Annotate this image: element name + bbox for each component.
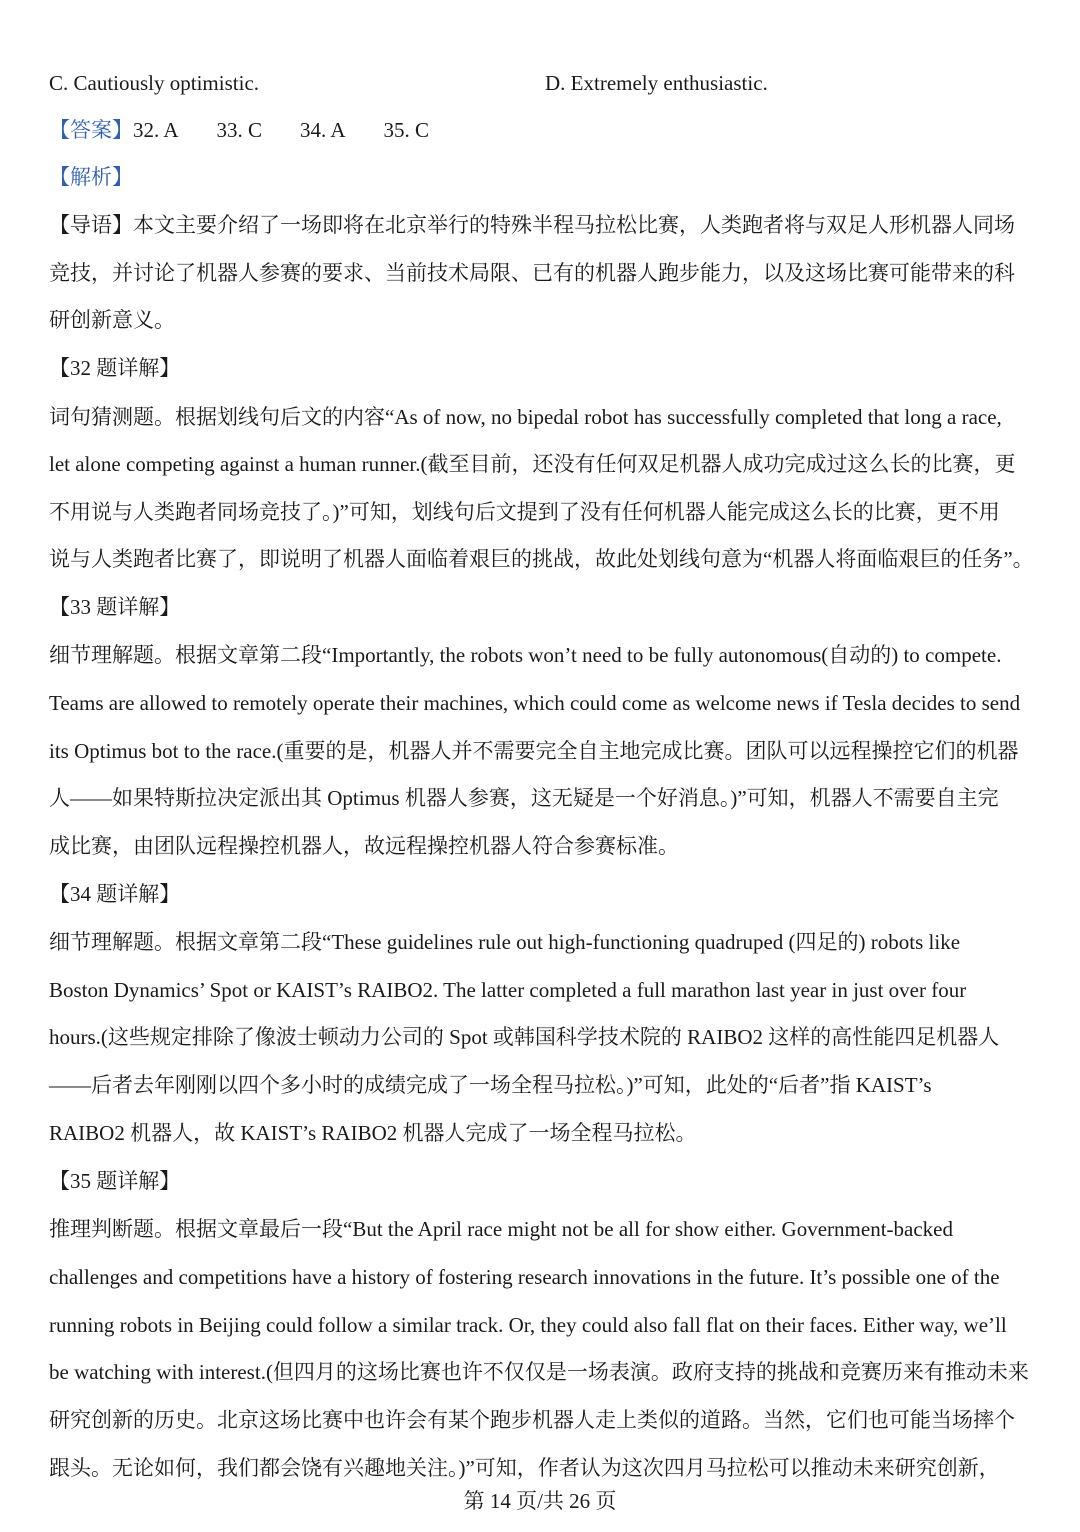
q33-line-4: 人——如果特斯拉决定派出其 Optimus 机器人参赛，这无疑是一个好消息。)”可知，机器人不需要自主完 bbox=[49, 786, 999, 810]
page-footer: 第 14 页/共 26 页 bbox=[463, 1489, 617, 1513]
intro-line-2: 竞技，并讨论了机器人参赛的要求、当前技术局限、已有的机器人跑步能力，以及这场比赛可能带来的科 bbox=[49, 261, 1015, 285]
q35-line-2: challenges and competitions have a history of fostering research innovations in the future. It’s possible one of the bbox=[49, 1265, 1000, 1289]
q33-line-2: Teams are allowed to remotely operate their machines, which could come as welcome news if Tesla decides to send bbox=[49, 691, 1021, 715]
q32-heading: 【32 题详解】 bbox=[49, 356, 181, 380]
q34-line-4: ——后者去年刚刚以四个多小时的成绩完成了一场全程马拉松。)”可知，此处的“后者”指 KAIST’s bbox=[49, 1073, 932, 1097]
q35-heading: 【35 题详解】 bbox=[49, 1169, 181, 1193]
q35-line-6: 跟头。无论如何，我们都会饶有兴趣地关注。)”可知，作者认为这次四月马拉松可以推动未来研究创新， bbox=[49, 1456, 1000, 1480]
q35-line-3: running robots in Beijing could follow a similar track. Or, they could also fall flat on their faces. Either way, we’ll bbox=[49, 1313, 1007, 1337]
answer-32: 32. A bbox=[133, 118, 179, 142]
q34-line-3: hours.(这些规定排除了像波士顿动力公司的 Spot 或韩国科学技术院的 RAIBO2 这样的高性能四足机器人 bbox=[49, 1025, 1000, 1049]
answer-34: 34. A bbox=[300, 118, 346, 142]
q32-line-2: let alone competing against a human runner.(截至目前，还没有任何双足机器人成功完成过这么长的比赛，更 bbox=[49, 452, 1016, 476]
answer-33: 33. C bbox=[216, 118, 263, 142]
q35-line-4: be watching with interest.(但四月的这场比赛也许不仅仅是一场表演。政府支持的挑战和竞赛历来有推动未来 bbox=[49, 1360, 1029, 1384]
answer-35: 35. C bbox=[383, 118, 430, 142]
answer-line bbox=[49, 115, 429, 145]
q32-line-3: 不用说与人类跑者同场竞技了。)”可知，划线句后文提到了没有任何机器人能完成这么长的比赛，更不用 bbox=[49, 500, 1000, 524]
answer-label: 【答案】 bbox=[49, 118, 133, 142]
q34-line-2: Boston Dynamics’ Spot or KAIST’s RAIBO2. The latter completed a full marathon last year in just over four bbox=[49, 978, 967, 1002]
q35-line-5: 研究创新的历史。北京这场比赛中也许会有某个跑步机器人走上类似的道路。当然，它们也可能当场摔个 bbox=[49, 1408, 1015, 1432]
q33-line-3: its Optimus bot to the race.(重要的是，机器人并不需要完全自主地完成比赛。团队可以远程操控它们的机器 bbox=[49, 739, 1019, 763]
q32-line-1: 词句猜测题。根据划线句后文的内容“As of now, no bipedal robot has successfully completed that long a race, bbox=[49, 405, 1002, 429]
q33-heading: 【33 题详解】 bbox=[49, 595, 181, 619]
q34-heading: 【34 题详解】 bbox=[49, 882, 181, 906]
analysis-label: 【解析】 bbox=[49, 165, 133, 189]
option-d: D. Extremely enthusiastic. bbox=[545, 71, 768, 95]
intro-line-3: 研创新意义。 bbox=[49, 308, 175, 332]
q34-line-1: 细节理解题。根据文章第二段“These guidelines rule out high-functioning quadruped (四足的) robots like bbox=[49, 930, 961, 954]
intro-line-1: 【导语】本文主要介绍了一场即将在北京举行的特殊半程马拉松比赛，人类跑者将与双足人形机器人同场 bbox=[49, 213, 1015, 237]
q35-line-1: 推理判断题。根据文章最后一段“But the April race might not be all for show either. Government-backed bbox=[49, 1217, 953, 1241]
q34-line-5: RAIBO2 机器人，故 KAIST’s RAIBO2 机器人完成了一场全程马拉松。 bbox=[49, 1121, 697, 1145]
q33-line-5: 成比赛，由团队远程操控机器人，故远程操控机器人符合参赛标准。 bbox=[49, 834, 679, 858]
q33-line-1: 细节理解题。根据文章第二段“Importantly, the robots won’t need to be fully autonomous(自动的) to compete. bbox=[49, 643, 1002, 667]
option-c: C. Cautiously optimistic. bbox=[49, 71, 260, 95]
q32-line-4: 说与人类跑者比赛了，即说明了机器人面临着艰巨的挑战，故此处划线句意为“机器人将面临艰巨的任务”。 bbox=[49, 547, 1034, 571]
